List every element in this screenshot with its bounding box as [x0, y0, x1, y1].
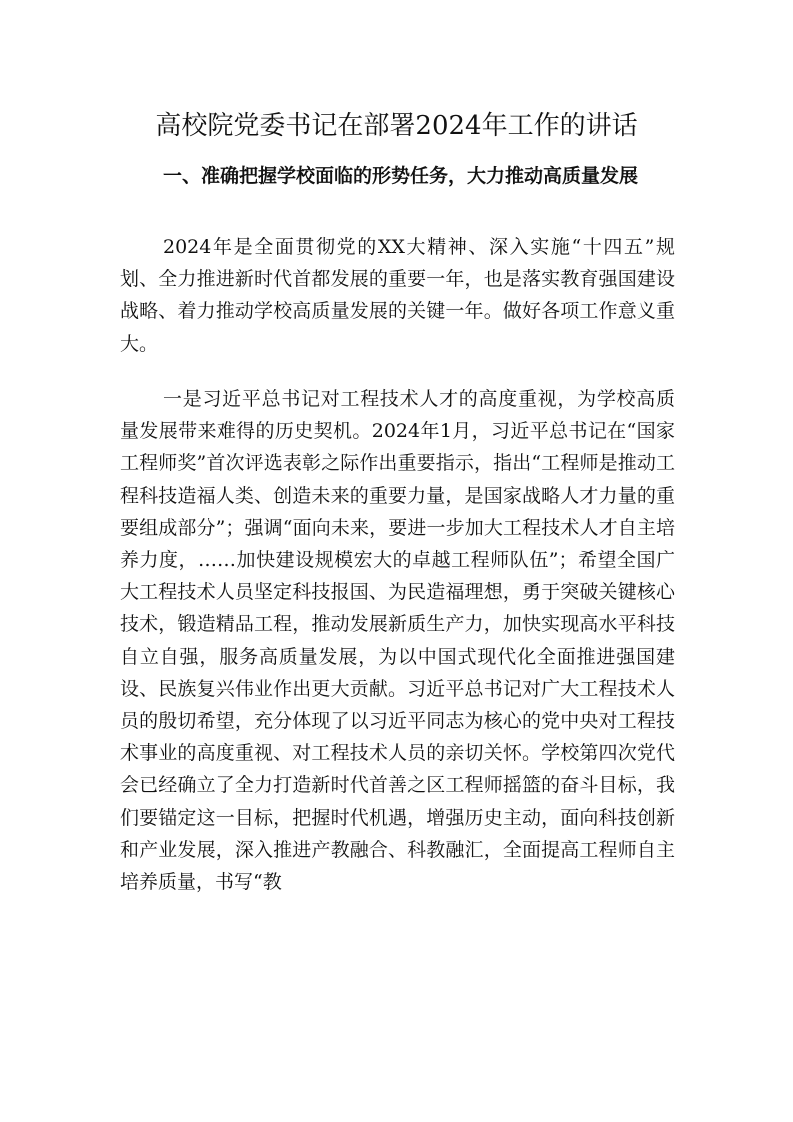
paragraph-2: 一是习近平总书记对工程技术人才的高度重视，为学校高质量发展带来难得的历史契机。2024年1月，习近平总书记在“国家工程师奖”首次评选表彰之际作出重要指示，指出“工程师是推动工程科技造福人类、创造未来的重要力量，是国家战略人才力量的重要组成部分”；强调“面向未来，要进一步加大工程技术人才自主培养力度，……加快建设规模宏大的卓越工程师队伍”；希望全国广大工程技术人员坚定科技报国、为民造福理想，勇于突破关键核心技术，锻造精品工程，推动发展新质生产力，加快实现高水平科技自立自强，服务高质量发展，为以中国式现代化全面推进强国建设、民族复兴伟业作出更大贡献。习近平总书记对广大工程技术人员的殷切希望，充分体现了以习近平同志为核心的党中央对工程技术事业的高度重视、对工程技术人员的亲切关怀。学校第四次党代会已经确立了全力打造新时代首善之区工程师摇篮的奋斗目标，我们要锚定这一目标，把握时代机遇，增强历史主动，面向科技创新和产业发展，深入推进产教融合、科教融汇，全面提高工程师自主培养质量，书写“教 [120, 388, 675, 894]
section-heading: 一、准确把握学校面临的形势任务，大力推动高质量发展 [163, 165, 639, 187]
paragraph-1: 2024年是全面贯彻党的XX大精神、深入实施“十四五”规划、全力推进新时代首都发展的重要一年，也是落实教育强国建设战略、着力推动学校高质量发展的关键一年。做好各项工作意义重大。 [120, 236, 675, 355]
document-title: 高校院党委书记在部署2024年工作的讲话 [155, 111, 638, 141]
